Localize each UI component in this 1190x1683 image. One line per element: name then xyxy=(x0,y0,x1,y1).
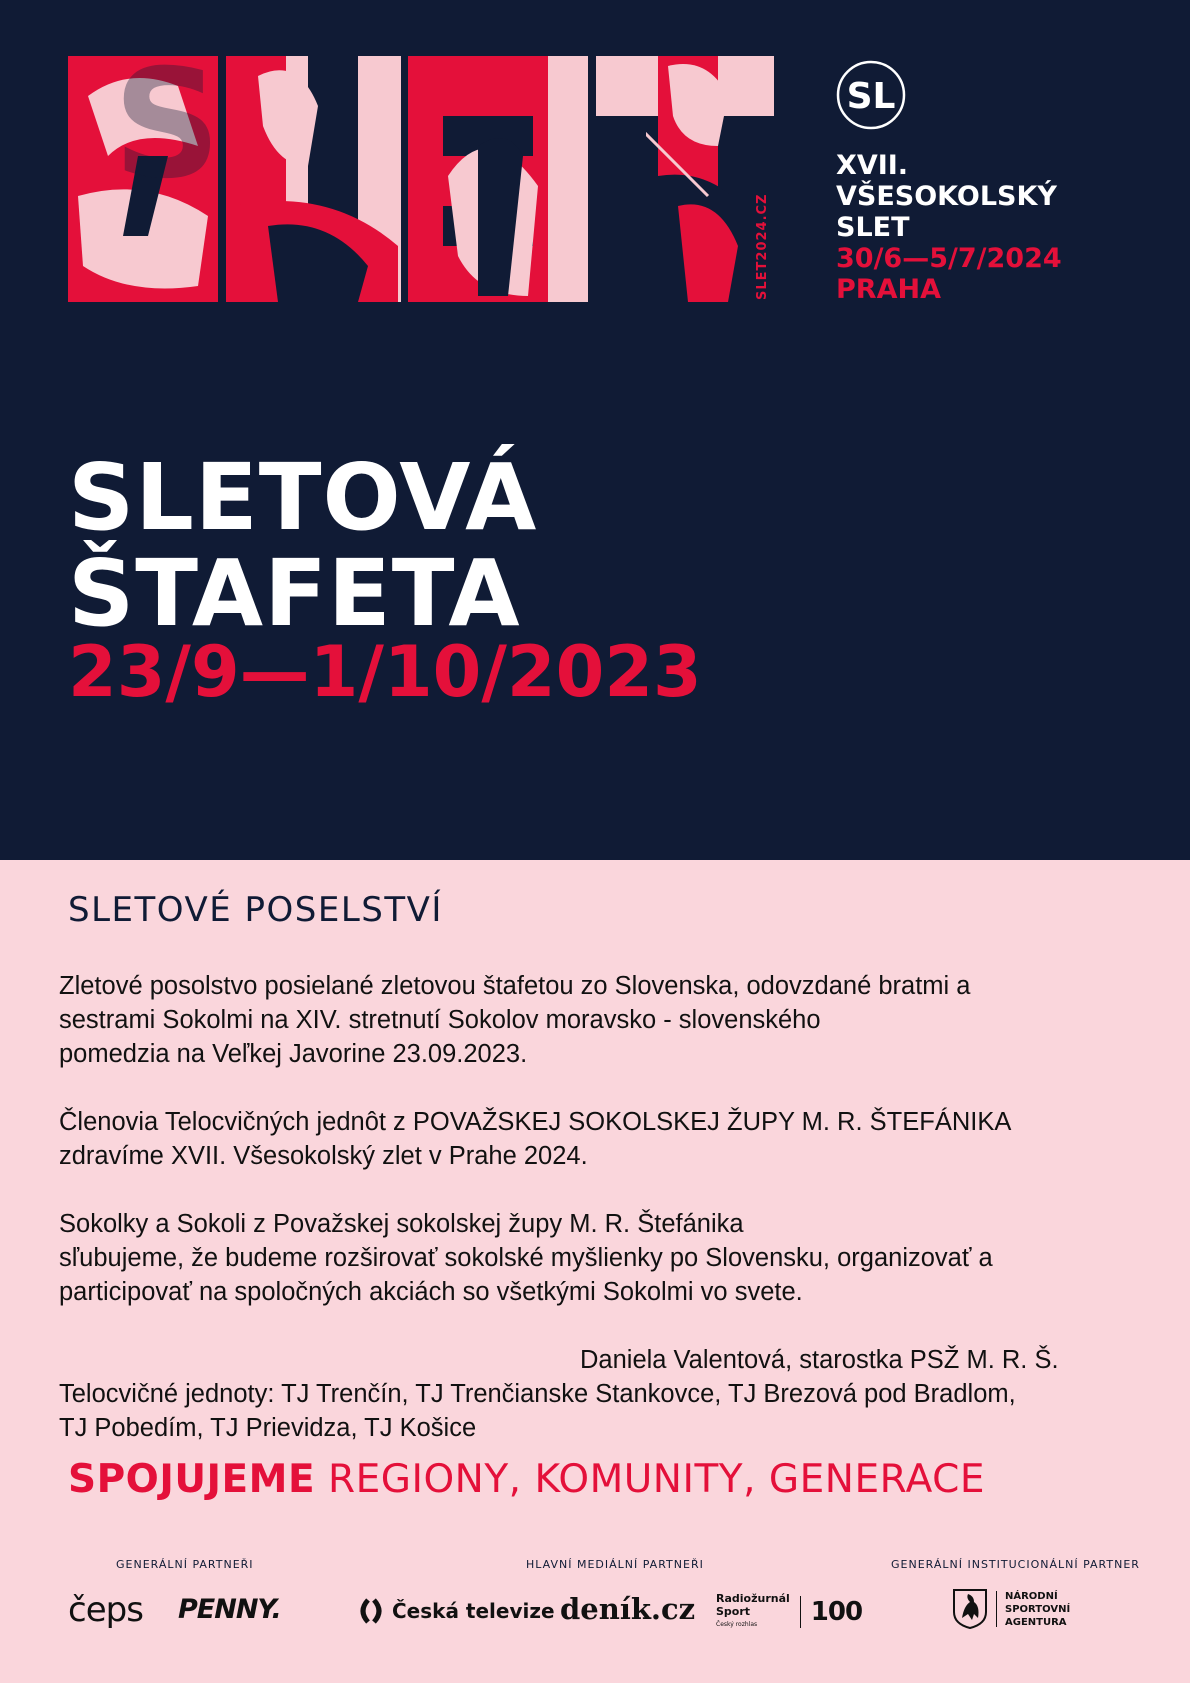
nsa-divider xyxy=(996,1591,997,1627)
site-url-vertical[interactable]: SLET2024.CZ xyxy=(755,193,770,300)
slogan xyxy=(68,1457,985,1502)
units-line-2: TJ Pobedím, TJ Prievidza, TJ Košice xyxy=(59,1414,477,1442)
paragraph-3-line-1: Sokolky a Sokoli z Považskej sokolskej župy M. R. Štefánika xyxy=(59,1210,744,1238)
hero-title-line-1: SLETOVÁ xyxy=(68,444,538,551)
ct-mark-icon xyxy=(356,1598,386,1624)
slet-logo-artwork xyxy=(68,56,774,302)
nsa-logo[interactable] xyxy=(952,1588,1070,1630)
radio-line-3: Český rozhlas xyxy=(716,1621,758,1628)
radio-line-1: Radiožurnál xyxy=(716,1592,790,1605)
signature: Daniela Valentová, starostka PSŽ M. R. Š. xyxy=(580,1346,1059,1374)
paragraph-1-line-3: pomedzia na Veľkej Javorine 23.09.2023. xyxy=(59,1040,528,1068)
slet-logo-letter-l xyxy=(226,56,401,302)
denik-logo[interactable]: deník.cz xyxy=(560,1592,696,1626)
nsa-line-1: NÁRODNÍ xyxy=(1005,1590,1058,1602)
ceska-televize-logo[interactable] xyxy=(356,1598,555,1624)
slet-logo-letter-s xyxy=(68,56,221,302)
ceps-logo[interactable]: čeps xyxy=(68,1590,143,1630)
radiozurnal-sport-logo[interactable] xyxy=(716,1592,862,1631)
event-line-3: SLET xyxy=(836,212,910,243)
radio-100: 100 xyxy=(810,1596,863,1627)
ct-name: Česká televize xyxy=(392,1599,555,1623)
slogan-rest: REGIONY, KOMUNITY, GENERACE xyxy=(315,1457,985,1502)
radio-divider xyxy=(800,1596,801,1628)
slet-logo-letter-t xyxy=(596,56,774,302)
paragraph-1-line-1: Zletové posolstvo posielané zletovou štafetou zo Slovenska, odovzdané bratmi a xyxy=(59,972,971,1000)
message-body xyxy=(59,969,1149,1445)
hero-title-line-2: ŠTAFETA xyxy=(68,540,521,647)
penny-logo[interactable]: PENNY. xyxy=(178,1594,281,1625)
event-city: PRAHA xyxy=(836,274,941,305)
institutional-partner-label: GENERÁLNÍ INSTITUCIONÁLNÍ PARTNER xyxy=(891,1558,1140,1571)
units-line-1: Telocvičné jednoty: TJ Trenčín, TJ Trenčianske Stankovce, TJ Brezová pod Bradlom, xyxy=(59,1380,1016,1408)
event-info xyxy=(836,150,1062,305)
radio-line-2: Sport xyxy=(716,1605,751,1618)
paragraph-2-line-2: zdravíme XVII. Všesokolský zlet v Prahe 2024. xyxy=(59,1142,588,1170)
message-heading: SLETOVÉ POSELSTVÍ xyxy=(68,890,443,930)
nsa-line-3: AGENTURA xyxy=(1005,1616,1067,1628)
media-partners-label: HLAVNÍ MEDIÁLNÍ PARTNEŘI xyxy=(526,1558,704,1571)
logo-letter-s-text: S xyxy=(113,56,222,212)
paragraph-3-line-2: sľubujeme, že budeme rozširovať sokolské myšlienky po Slovensku, organizovať a xyxy=(59,1244,993,1272)
emblem-letters: SL xyxy=(846,76,896,117)
lion-crest-icon xyxy=(952,1588,988,1630)
general-partners-label: GENERÁLNÍ PARTNEŘI xyxy=(116,1558,254,1571)
hero-date: 23/9—1/10/2023 xyxy=(68,631,702,713)
hero-title xyxy=(68,444,538,647)
radio-text xyxy=(716,1592,790,1631)
paragraph-1-line-2: sestrami Sokolmi na XIV. stretnutí Sokolov moravsko - slovenského xyxy=(59,1006,821,1034)
nsa-text xyxy=(1005,1590,1070,1629)
paragraph-3-line-3: participovať na spoločných akciách so všetkými Sokolmi vo svete. xyxy=(59,1278,803,1306)
slet-logo-letter-e xyxy=(408,56,588,302)
event-line-1: XVII. xyxy=(836,150,909,181)
slogan-bold: SPOJUJEME xyxy=(68,1457,316,1502)
event-date: 30/6—5/7/2024 xyxy=(836,243,1062,274)
nsa-line-2: SPORTOVNÍ xyxy=(1005,1603,1071,1615)
sokol-emblem-icon xyxy=(836,60,906,130)
paragraph-2-line-1: Členovia Telocvičných jednôt z POVAŽSKEJ SOKOLSKEJ ŽUPY M. R. ŠTEFÁNIKA xyxy=(59,1108,1012,1136)
event-line-2: VŠESOKOLSKÝ xyxy=(836,181,1057,212)
